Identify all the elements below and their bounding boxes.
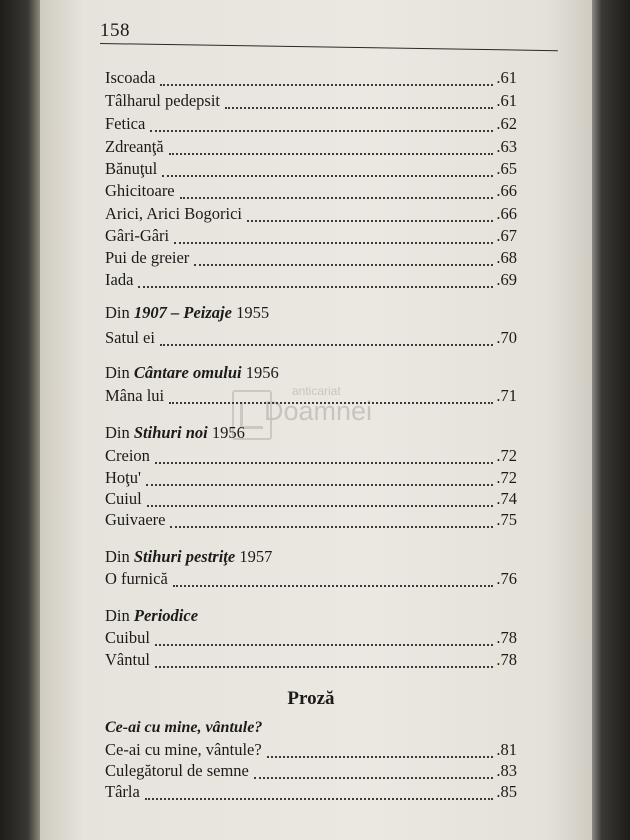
toc-leader-dots [267, 744, 494, 758]
section-heading [105, 363, 279, 383]
toc-entry-title: Satul ei [105, 328, 155, 347]
toc-entry [105, 68, 517, 90]
toc-leader-dots [155, 632, 493, 646]
toc-entry-page: .85 [496, 782, 517, 801]
toc-entry-title: Iscoada [105, 68, 156, 87]
toc-entry [105, 204, 517, 226]
section-prefix: Din [105, 423, 134, 442]
toc-leader-dots [254, 765, 493, 779]
toc-leader-dots [155, 654, 493, 668]
toc-entry [105, 489, 517, 511]
toc-entry-title: Cuibul [105, 628, 150, 647]
toc-entry [105, 761, 517, 783]
watermark-big-text: Doamnei [264, 396, 373, 426]
toc-entry-page: .68 [496, 248, 517, 267]
toc-entry-page: .74 [496, 489, 517, 508]
toc-entry-page: .75 [496, 510, 517, 529]
toc-leader-dots [180, 185, 494, 199]
toc-leader-dots [138, 274, 493, 288]
toc-entry-page: .65 [496, 159, 517, 178]
proza-subheading: Ce-ai cu mine, vântule? [105, 719, 263, 736]
section-prefix: Din [105, 547, 134, 566]
toc-leader-dots [174, 230, 493, 244]
toc-entry-title: Bănuţul [105, 159, 158, 178]
toc-leader-dots [169, 390, 493, 404]
toc-entry [105, 270, 517, 292]
toc-entry-page: .67 [496, 226, 517, 245]
section-year: 1957 [235, 547, 273, 566]
toc-leader-dots [145, 786, 494, 800]
toc-entry [105, 740, 517, 762]
toc-entry-title: Fetica [105, 114, 146, 133]
toc-leader-dots [155, 450, 493, 464]
section-work-title: Stihuri noi [133, 423, 208, 442]
section-heading [105, 423, 245, 443]
toc-entry [105, 468, 517, 490]
toc-entry [105, 159, 517, 181]
toc-leader-dots [147, 493, 494, 507]
section-work-title: 1907 – Peizaje [133, 303, 232, 322]
toc-entry-title: Pui de greier [105, 248, 190, 267]
toc-entry [105, 226, 517, 248]
section-heading [105, 303, 269, 323]
section-heading [105, 547, 272, 567]
toc-entry-page: .71 [496, 386, 517, 405]
toc-entry [105, 386, 517, 408]
toc-entry-page: .62 [496, 114, 517, 133]
toc-leader-dots [247, 208, 493, 222]
toc-leader-dots [170, 514, 493, 528]
toc-entry [105, 446, 517, 468]
toc-entry-title: Ce-ai cu mine, vântule? [105, 740, 262, 759]
toc-leader-dots [160, 72, 493, 86]
toc-leader-dots [194, 252, 493, 266]
toc-leader-dots [169, 141, 494, 155]
toc-entry [105, 510, 517, 532]
section-year: 1956 [207, 423, 245, 442]
toc-entry-page: .63 [496, 137, 517, 156]
section-prefix: Din [105, 363, 134, 382]
toc-entry-title: Culegătorul de semne [105, 761, 249, 780]
toc-entry-title: Tâlharul pedepsit [105, 91, 221, 110]
section-heading [105, 606, 198, 626]
toc-entry-page: .69 [496, 270, 517, 289]
section-year: 1955 [231, 303, 270, 322]
toc-entry-page: .61 [496, 91, 517, 110]
toc-entry-page: .72 [496, 468, 517, 487]
watermark-small-text: anticariat [292, 384, 341, 398]
toc-entry [105, 114, 517, 136]
toc-entry [105, 248, 517, 270]
toc-entry-title: Cuiul [105, 489, 142, 508]
toc-entry-title: Zdreanţă [105, 137, 164, 156]
toc-entry-page: .76 [496, 569, 517, 588]
toc-entry-title: Arici, Arici Bogorici [105, 204, 243, 223]
toc-leader-dots [225, 95, 493, 109]
toc-entry-page: .78 [496, 650, 517, 669]
section-prefix: Din [105, 303, 134, 322]
toc-entry-title: Mâna lui [105, 386, 165, 405]
toc-entry-page: .81 [496, 740, 517, 759]
toc-entry [105, 91, 517, 113]
toc-entry [105, 628, 517, 650]
toc-entry-title: Creion [105, 446, 150, 465]
toc-entry [105, 181, 517, 203]
toc-entry-title: Iada [105, 270, 134, 289]
toc-entry [105, 137, 517, 159]
proza-heading: Proză [287, 688, 335, 709]
toc-leader-dots [146, 472, 493, 486]
toc-entry-page: .66 [496, 181, 517, 200]
toc-entry-title: O furnică [105, 569, 168, 588]
toc-entry-page: .78 [496, 628, 517, 647]
toc-entry-page: .83 [496, 761, 517, 780]
toc-entry-title: Hoţu' [105, 468, 141, 487]
section-prefix: Din [105, 606, 134, 625]
toc-leader-dots [162, 163, 493, 177]
section-work-title: Periodice [133, 606, 199, 625]
toc-entry [105, 650, 517, 672]
toc-entry-title: Guivaere [105, 510, 166, 529]
page-edge-shadow [592, 0, 630, 840]
book-spine-shadow [0, 0, 40, 840]
toc-entry-page: .72 [496, 446, 517, 465]
toc-entry-title: Târla [105, 782, 140, 801]
toc-leader-dots [160, 332, 493, 346]
section-work-title: Cântare omului [133, 363, 242, 382]
toc-leader-dots [150, 118, 493, 132]
toc-entry [105, 328, 517, 350]
toc-entry [105, 782, 517, 804]
page-number: 158 [100, 20, 130, 41]
toc-entry-title: Gâri-Gâri [105, 226, 170, 245]
toc-leader-dots [173, 573, 494, 587]
section-year: 1956 [241, 363, 279, 382]
toc-entry-title: Ghicitoare [105, 181, 175, 200]
toc-entry-page: .70 [496, 328, 517, 347]
toc-entry-page: .61 [496, 68, 517, 87]
toc-entry-page: .66 [496, 204, 517, 223]
toc-entry-title: Vântul [105, 650, 150, 669]
section-work-title: Stihuri pestriţe [133, 547, 236, 566]
toc-entry [105, 569, 517, 591]
